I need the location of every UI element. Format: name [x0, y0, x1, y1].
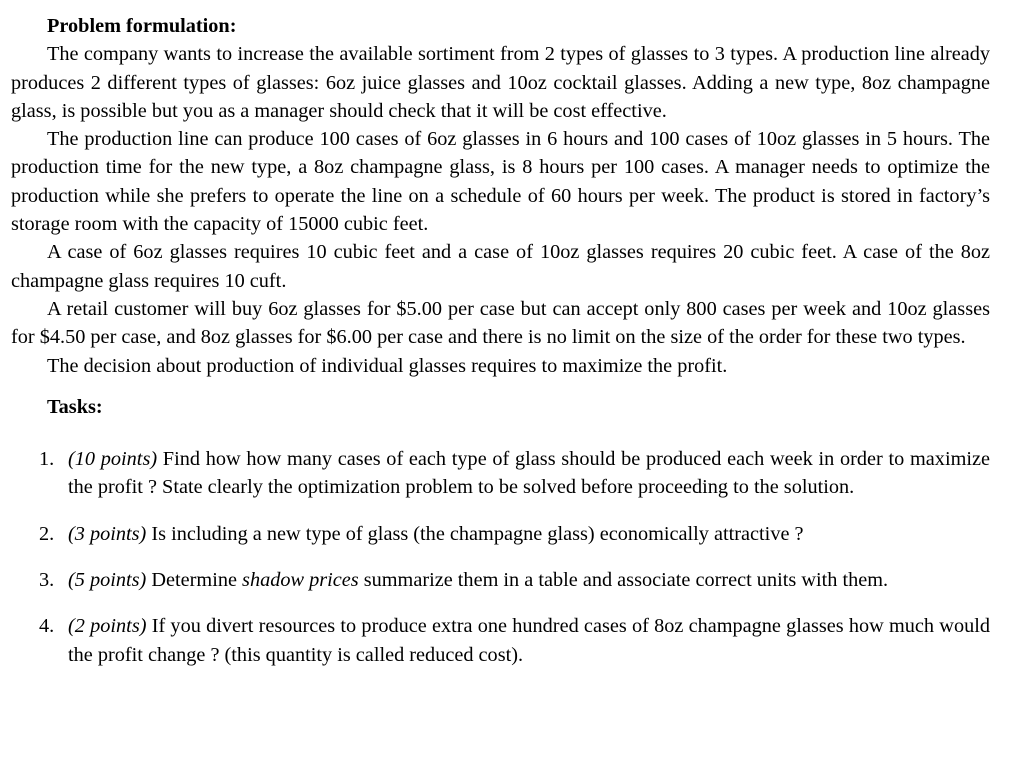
task-number: 1. [39, 448, 55, 471]
problem-heading: Problem formulation: [47, 15, 237, 37]
task-text: summarize them in a table and associate correct units with them. [358, 569, 889, 592]
task-number: 4. [39, 615, 55, 638]
document-page [11, 12, 990, 687]
problem-paragraph-3: A case of 6oz glasses requires 10 cubic feet and a case of 10oz glasses requires 20 cubic feet. A case of the 8oz champagne glass requires 10 cuft. [11, 241, 990, 292]
task-points: (5 points) [68, 569, 147, 592]
task-points: (2 points) [68, 615, 147, 638]
task-item-2 [11, 520, 990, 548]
problem-paragraph-2: The production line can produce 100 cases of 6oz glasses in 6 hours and 100 cases of 10oz glasses in 5 hours. The production time for the new type, a 8oz champagne glass, is 8 hours per 100 cases. A manager needs to optimize the production while she prefers to operate the line on a schedule of 60 hours per week. The product is stored in factory’s storage room with the capacity of 15000 cubic feet. [11, 128, 990, 236]
task-item-1 [11, 445, 990, 502]
task-number: 2. [39, 522, 55, 545]
task-points: (10 points) [68, 448, 158, 471]
task-list [11, 445, 990, 669]
problem-paragraph-5: The decision about production of individual glasses requires to maximize the profit. [47, 354, 728, 377]
task-emphasis: shadow prices [242, 569, 359, 592]
problem-paragraph-1: The company wants to increase the available sortiment from 2 types of glasses to 3 types. A production line already produces 2 different types of glasses: 6oz juice glasses and 10oz cocktail glasses. Adding a new type, 8oz champagne glass, is possible but you as a manager should check that it will be cost effective. [11, 43, 990, 122]
task-number: 3. [39, 569, 55, 592]
task-text: Is including a new type of glass (the champagne glass) economically attractive ? [146, 522, 804, 545]
task-item-4 [11, 612, 990, 669]
task-text: Find how how many cases of each type of glass should be produced each week in order to maximize the profit ? State clearly the optimization problem to be solved before proceeding to the solution. [68, 448, 990, 499]
task-text: Determine [146, 569, 243, 592]
task-text: If you divert resources to produce extra one hundred cases of 8oz champagne glasses how much would the profit change ? (this quantity is called reduced cost). [68, 615, 990, 666]
tasks-heading: Tasks: [47, 395, 103, 418]
task-points: (3 points) [68, 522, 147, 545]
problem-paragraph-4: A retail customer will buy 6oz glasses for $5.00 per case but can accept only 800 cases per week and 10oz glasses for $4.50 per case, and 8oz glasses for $6.00 per case and there is no limit on the size of the order for these two types. [11, 297, 990, 349]
task-item-3 [11, 566, 990, 594]
